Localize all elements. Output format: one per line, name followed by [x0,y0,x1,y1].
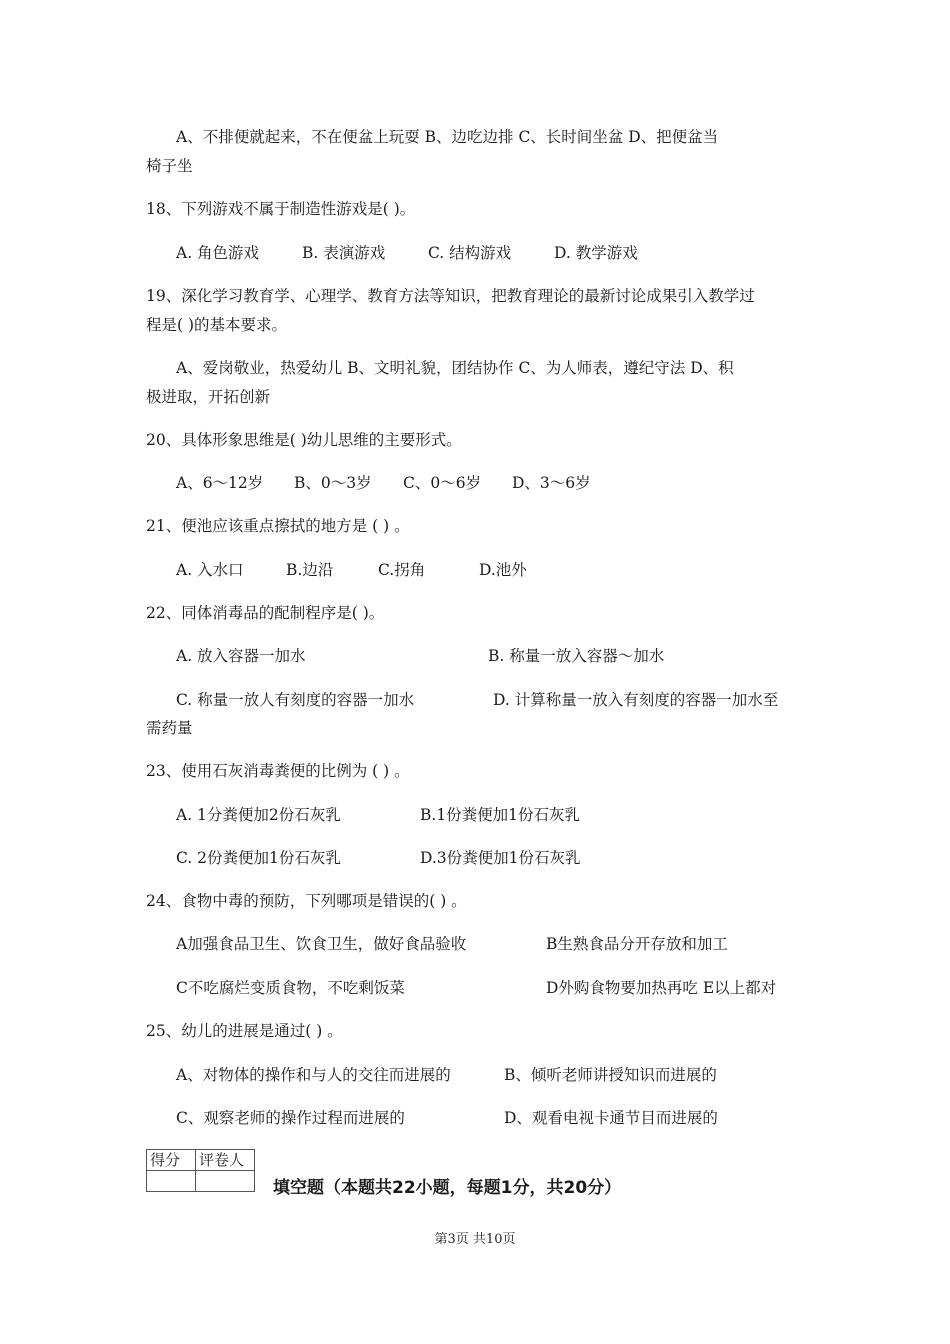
q22-option-c: C. 称量一放人有刻度的容器一加水 [176,691,415,709]
q24-question: 24、食物中毒的预防，下列哪项是错误的( ) 。 [146,892,467,910]
q25-question: 25、幼儿的进展是通过( ) 。 [146,1022,343,1040]
q23-option-a: A. 1分粪便加2份石灰乳 [176,806,341,824]
q21-option-b: B.边沿 [286,561,334,579]
q24-option-a: A加强食品卫生、饮食卫生，做好食品验收 [176,935,467,953]
q23-option-b: B.1份粪便加1份石灰乳 [420,806,581,824]
q21-option-a: A. 入水口 [176,561,244,579]
q18-option-a: A. 角色游戏 [176,244,260,262]
score-cell [147,1171,196,1192]
q22-option-d-line2: 需药量 [146,719,193,737]
q19-options-line1: A、爱岗敬业，热爱幼儿 B、文明礼貌，团结协作 C、为人师表，遵纪守法 D、积 [176,359,734,377]
q20-question: 20、具体形象思维是( )幼儿思维的主要形式。 [146,431,462,449]
q25-option-d: D、观看电视卡通节目而进展的 [504,1109,718,1127]
q19-question-line2: 程是( )的基本要求。 [146,316,288,334]
q20-option-c: C、0～6岁 [403,474,482,492]
q23-option-c: C. 2份粪便加1份石灰乳 [176,849,341,867]
q18-option-b: B. 表演游戏 [302,244,386,262]
q21-option-c: C.拐角 [378,561,426,579]
q19-options-line2: 极进取，开拓创新 [146,388,271,406]
page-footer: 第3页 共10页 [434,1232,516,1247]
section-title: 填空题（本题共22小题，每题1分，共20分） [273,1178,622,1198]
q23-option-d: D.3份粪便加1份石灰乳 [420,849,581,867]
score-header: 得分 [147,1150,196,1171]
q18-option-d: D. 教学游戏 [554,244,638,262]
q23-question: 23、使用石灰消毒粪便的比例为 ( ) 。 [146,762,410,780]
q24-option-de: D外购食物要加热再吃 E以上都对 [546,979,777,997]
q24-option-c: C不吃腐烂变质食物，不吃剩饭菜 [176,979,405,997]
q20-option-a: A、6～12岁 [176,474,264,492]
q20-option-d: D、3～6岁 [512,474,591,492]
q25-option-b: B、倾听老师讲授知识而进展的 [504,1066,717,1084]
q21-question: 21、便池应该重点擦拭的地方是 ( ) 。 [146,517,410,535]
score-table [146,1149,255,1192]
grader-cell [196,1171,255,1192]
q22-option-d-line1: D. 计算称量一放入有刻度的容器一加水至 [493,691,779,709]
q21-option-d: D.池外 [479,561,527,579]
q18-question: 18、下列游戏不属于制造性游戏是( )。 [146,200,416,218]
q18-option-c: C. 结构游戏 [428,244,512,262]
q22-option-b: B. 称量一放入容器～加水 [488,647,665,665]
q22-option-a: A. 放入容器一加水 [176,647,306,665]
q17-options-line2: 椅子坐 [146,157,193,175]
q25-option-a: A、对物体的操作和与人的交往而进展的 [176,1066,451,1084]
q22-question: 22、同体消毒品的配制程序是( )。 [146,604,385,622]
q25-option-c: C、观察老师的操作过程而进展的 [176,1109,405,1127]
q20-option-b: B、0～3岁 [294,474,372,492]
q24-option-b: B生熟食品分开存放和加工 [546,935,728,953]
q17-options-line1: A、不排便就起来，不在便盆上玩耍 B、边吃边排 C、长时间坐盆 D、把便盆当 [176,128,719,146]
grader-header: 评卷人 [196,1150,255,1171]
q19-question-line1: 19、深化学习教育学、心理学、教育方法等知识，把教育理论的最新讨论成果引入教学过 [146,287,755,305]
